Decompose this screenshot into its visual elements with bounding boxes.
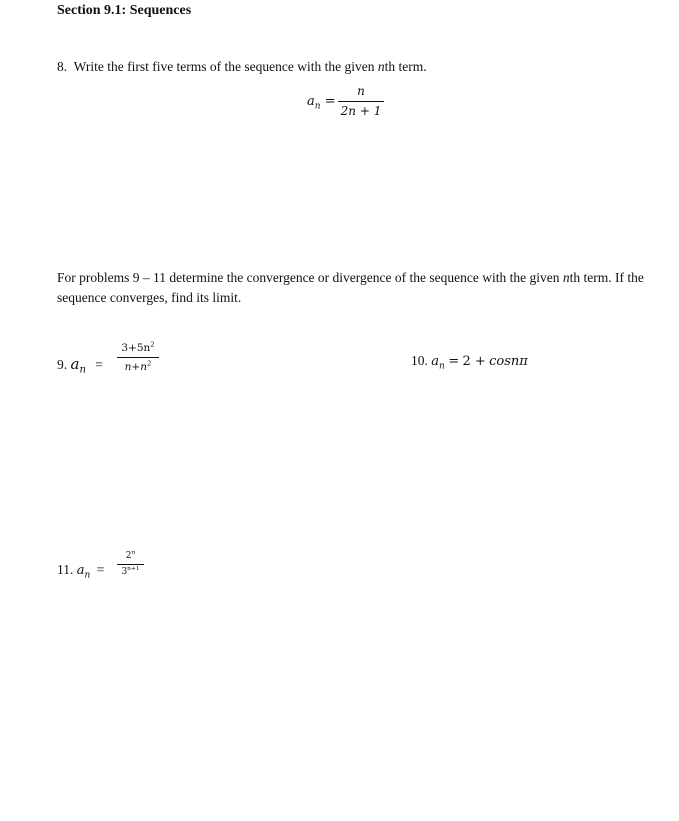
problem-11-denominator-exp: n+1 [127,566,140,572]
problem-11-lhs-a: a [76,563,85,578]
problem-8-text-var: n [377,59,385,74]
problem-10-rhs-const: 2 + [462,354,486,369]
problem-9-lhs [57,355,103,376]
problem-10-rhs-func: cosnπ [489,354,528,369]
problem-9-numerator-exp: 2 [150,340,155,349]
problem-9-numerator [117,342,159,354]
problem-9-denominator-base: n+n [124,361,147,373]
problem-11-denominator [117,567,144,577]
problem-9-denominator-exp: 2 [146,359,152,368]
problem-11-denominator-base: 3 [121,567,128,577]
problem-10-lhs-sub: n [439,361,445,372]
problem-11-numerator-exp: n [131,550,136,556]
problem-8-denominator: 2n + 1 [340,104,382,118]
problem-10 [411,353,528,372]
problem-11-numerator-base: 2 [125,551,132,561]
problem-8-fraction [338,84,384,118]
problem-11-numerator [117,551,144,561]
problem-8-lhs-sub: n [314,101,321,112]
problem-11-fraction-bar [117,564,144,565]
problem-8-number: 8. [57,59,68,74]
problem-8-equals: = [324,94,336,109]
problem-8-prompt [57,59,427,75]
problem-9-equals: = [95,357,103,372]
problem-8-lhs [307,94,336,112]
problem-9-number: 9. [57,357,68,372]
problem-11-lhs-sub: n [84,570,91,581]
problem-10-number: 10. [411,353,428,368]
problem-8-text-after: th term. [384,59,427,74]
problem-9-lhs-a: a [70,355,80,373]
page-title: Section 9.1: Sequences [57,3,192,18]
problem-11-fraction [117,551,144,577]
instructions-text-before: For problems 9 – 11 determine the convergence or divergence of the sequence with the given [57,270,563,285]
instructions-text-after: th term. If the sequence converges, find its limit. [57,270,644,305]
problem-8-numerator: n [357,84,365,98]
problem-11-lhs [57,562,104,581]
instructions-text-var: n [562,270,570,285]
problem-10-equals: = [448,354,460,369]
problem-8-fraction-bar [338,101,384,102]
problem-8-lhs-a: a [307,94,315,109]
problem-10-lhs-a: a [431,354,440,369]
problem-9-numerator-base: 3+5n [121,342,151,354]
problem-11-number: 11. [57,562,74,577]
instructions-paragraph [57,268,647,308]
problem-9-fraction [117,342,159,373]
problem-9-fraction-bar [117,357,159,358]
problem-9-lhs-sub: n [79,364,86,376]
problem-8-text-before: Write the first five terms of the sequence with the given [73,59,378,74]
problem-9-denominator [117,361,159,373]
problem-11-equals: = [96,562,105,577]
